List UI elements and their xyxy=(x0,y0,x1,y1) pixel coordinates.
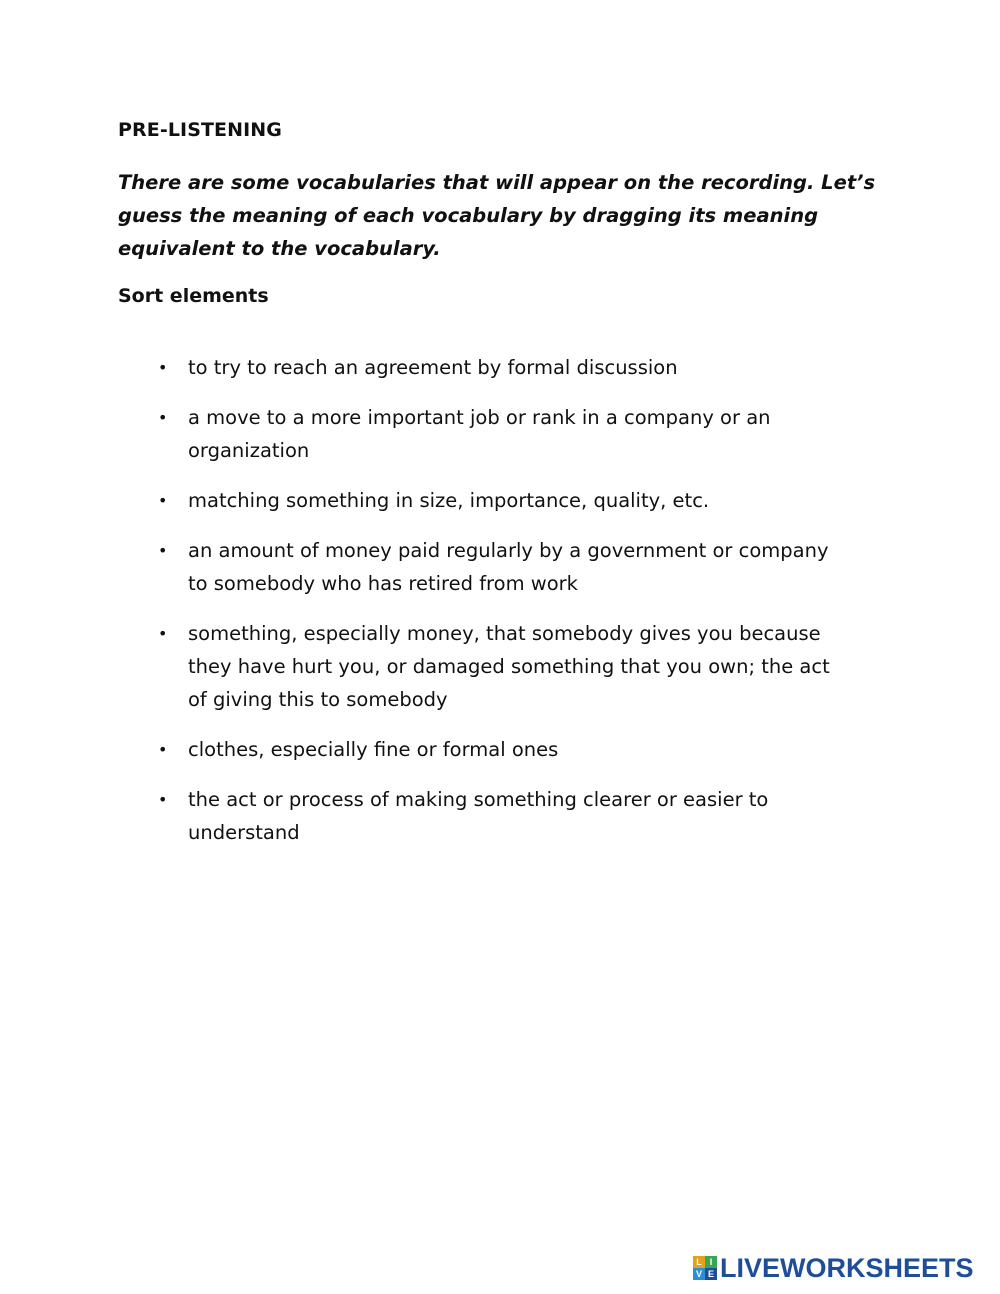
bullet-icon: • xyxy=(158,541,168,560)
bullet-icon: • xyxy=(158,790,168,809)
item-text: the act or process of making something clearer or easier to understand xyxy=(188,788,769,844)
logo-mark-letter: E xyxy=(705,1268,717,1280)
item-text: matching something in size, importance, quality, etc. xyxy=(188,489,710,512)
logo-mark-letter: I xyxy=(705,1256,717,1268)
bullet-icon: • xyxy=(158,740,168,759)
sortable-item[interactable] xyxy=(155,401,835,467)
instruction-text: There are some vocabularies that will appear on the recording. Let’s guess the meaning of each vocabulary by dragging its meaning equivalent to the vocabulary. xyxy=(118,171,876,260)
item-text: something, especially money, that somebody gives you because they have hurt you, or damaged something that you own; the act of giving this to somebody xyxy=(188,622,830,711)
bullet-icon: • xyxy=(158,408,168,427)
bullet-icon: • xyxy=(158,624,168,643)
sortable-item[interactable] xyxy=(155,484,835,517)
sortable-item[interactable] xyxy=(155,617,835,716)
logo-mark-letter: V xyxy=(693,1268,705,1280)
item-text: clothes, especially fine or formal ones xyxy=(188,738,559,761)
bullet-icon: • xyxy=(158,358,168,377)
sortable-item[interactable] xyxy=(155,733,835,766)
bullet-icon: • xyxy=(158,491,168,510)
sortable-item[interactable] xyxy=(155,534,835,600)
logo-text: LIVEWORKSHEETS xyxy=(720,1252,974,1283)
liveworksheets-logo xyxy=(693,1250,993,1286)
page-heading: PRE-LISTENING xyxy=(118,119,282,141)
sortable-item[interactable] xyxy=(155,783,835,849)
item-text: to try to reach an agreement by formal discussion xyxy=(188,356,678,379)
item-text: a move to a more important job or rank in a company or an organization xyxy=(188,406,771,462)
item-text: an amount of money paid regularly by a government or company to somebody who has retired from work xyxy=(188,539,829,595)
sortable-item[interactable] xyxy=(155,351,835,384)
logo-mark-letter: L xyxy=(693,1256,705,1268)
sortable-list xyxy=(155,351,835,866)
section-title: Sort elements xyxy=(118,285,269,307)
logo-mark-icon xyxy=(693,1256,717,1280)
